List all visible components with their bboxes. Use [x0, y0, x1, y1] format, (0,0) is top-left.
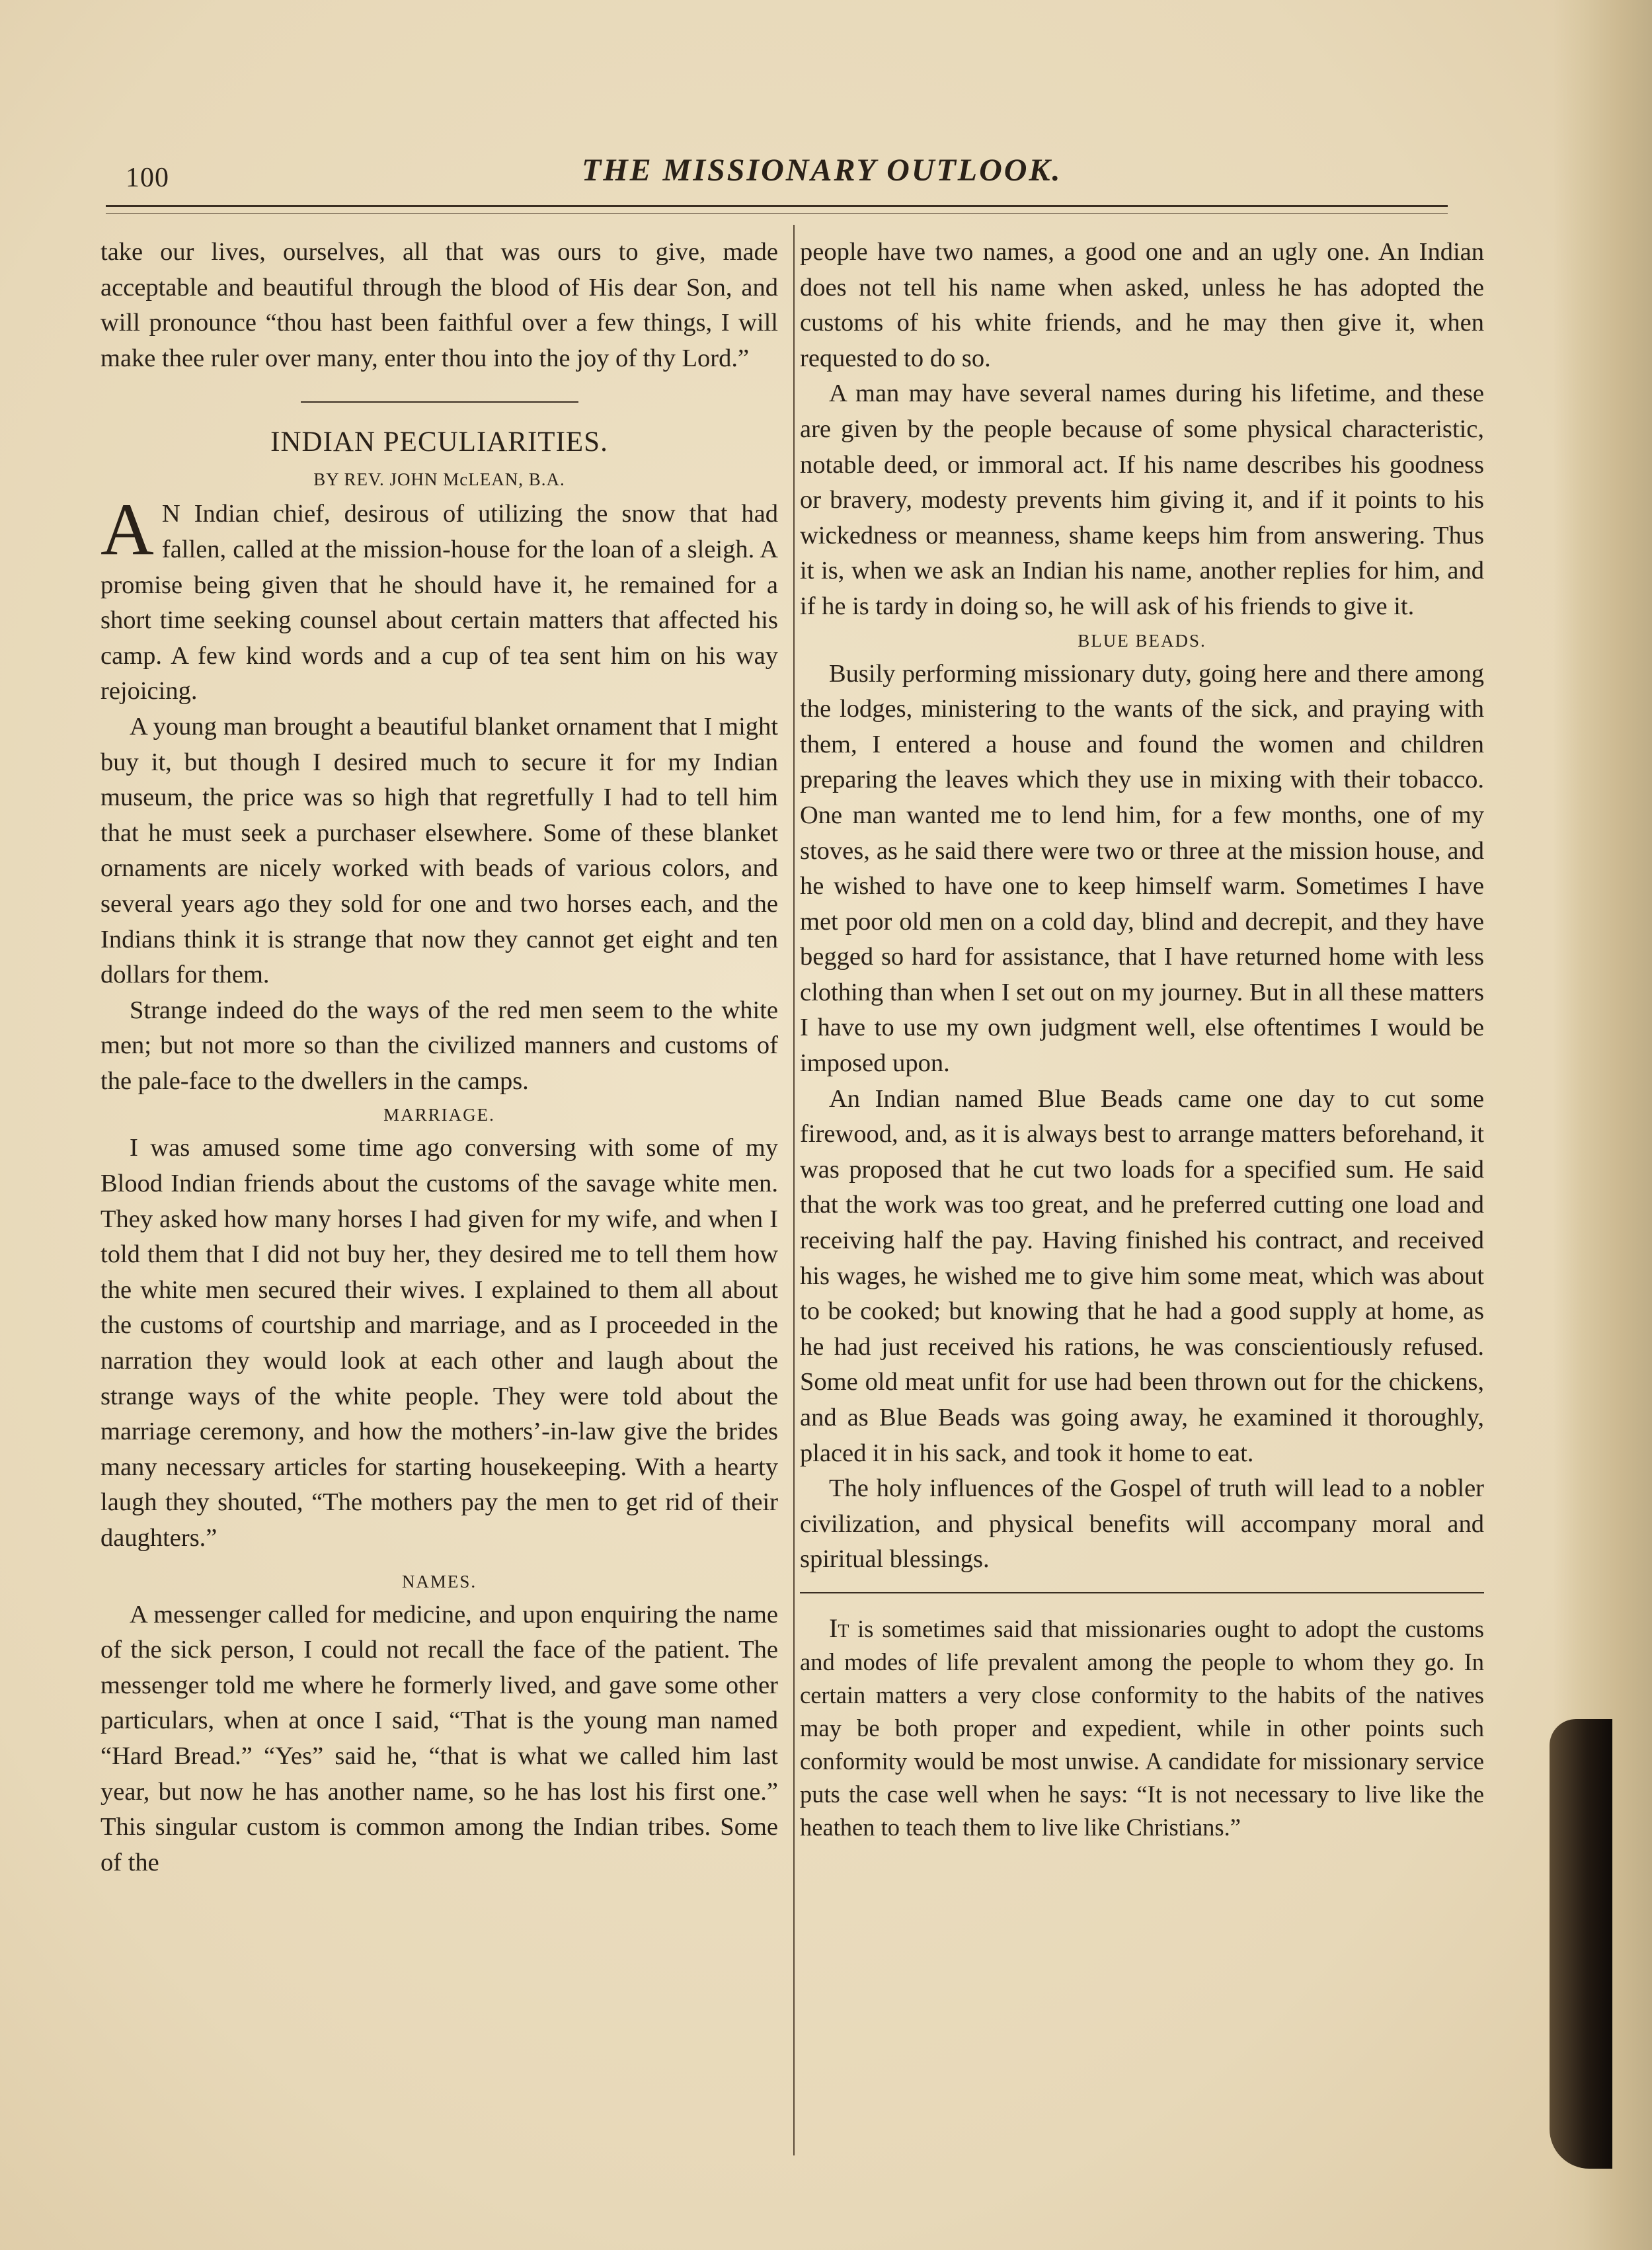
- right-column: [800, 235, 1484, 1844]
- subhead-blue-beads: BLUE BEADS.: [1078, 630, 1206, 651]
- paragraph-blanket: A young man brought a beautiful blanket ornament that I might buy it, but though I desired much to secure it for my Indian museum, the price was so high that regretfully I had to tell him that he must seek a purchaser elsewhere. Some of these blanket ornaments are nicely worked with beads of various colors, and several years ago they sold for one and two horses each, and the Indians think it is strange that now they cannot get eight and ten dollars for them.: [100, 712, 778, 989]
- note-body: is sometimes said that missionaries ought to adopt the customs and modes of life prevalent among the people to whom they go. In certain matters a very close conformity to the habits of the natives may be both proper and expedient, while in other points such conformity would be most unwise. A candidate for missionary service puts the case well when he says: “It is not necessary to live like the heathen to teach them to live like Christians.”: [800, 1615, 1484, 1841]
- paragraph-missionary-duty: Busily performing missionary duty, going here and there among the lodges, ministering to the wants of the sick, and praying with them, I entered a house and found the women and children preparing the leaves which they use in mixing with their tobacco. One man wanted me to lend him, for a few months, one of my stoves, as he said there were two or three at the mission house, and he wished to have one to keep himself warm. Sometimes I have met poor old men on a cold day, blind and decrepit, and they have begged so hard for assistance, that I have returned home with less clothing than when I set out on my journey. But in all these matters I have to use my own judgment well, else oftentimes I would be imposed upon.: [800, 659, 1484, 1078]
- article-title: INDIAN PECULIARITIES.: [270, 426, 608, 458]
- subhead-marriage: MARRIAGE.: [383, 1105, 495, 1125]
- opening-paragraph-text: N Indian chief, desirous of utilizing the snow that had fallen, called at the mission-house for the loan of a sleigh. A promise being given that he should have it, he remained for a short time seeking counsel about certain matters that affected his camp. A few kind words and a cup of tea sent him on his way rejoicing.: [100, 500, 778, 705]
- paragraph-gospel: The holy influences of the Gospel of truth will lead to a nobler civilization, and physical benefits will accompany moral and spiritual blessings.: [800, 1474, 1484, 1574]
- header-rule-thin: [106, 213, 1448, 214]
- paragraph-strange-ways: Strange indeed do the ways of the red men seem to the white men; but not more so than the civilized manners and customs of the pale-face to the dwellers in the camps.: [100, 996, 778, 1095]
- paragraph-two-names: people have two names, a good one and an ugly one. An Indian does not tell his name when asked, unless he has adopted the customs of his white friends, and he may then give it, when requested to do so.: [800, 238, 1484, 372]
- book-spine-dark-edge: [1550, 1719, 1612, 2169]
- continued-paragraph: take our lives, ourselves, all that was ours to give, made acceptable and beautiful through the blood of His dear Son, and will pronounce “thou hast been faithful over a few things, I will make thee ruler over many, enter thou into the joy of thy Lord.”: [100, 238, 778, 372]
- column-divider: [793, 225, 795, 2155]
- paragraph-names: A messenger called for medicine, and upon enquiring the name of the sick person, I could not recall the face of the patient. The messenger told me where he formerly lived, and gave some other particulars, when at once I said, “That is the young man named “Hard Bread.” “Yes” said he, “that is what we called him last year, but now he has another name, so he has lost his first one.” This singular custom is common among the Indian tribes. Some of the: [100, 1600, 778, 1876]
- drop-cap: A: [100, 489, 154, 571]
- subhead-names: NAMES.: [401, 1571, 477, 1591]
- paragraph-marriage: I was amused some time ago conversing with some of my Blood Indian friends about the customs of the savage white men. They asked how many horses I had given for my wife, and when I told them that I did not buy her, they desired me to tell them how the white men secured their wives. I explained to them all about the customs of courtship and marriage, and as I proceeded in the narration they would look at each other and laugh about the strange ways of the white people. They were told about the marriage ceremony, and how the mothers’-in-law give the brides many necessary articles for starting housekeeping. With a hearty laugh they shouted, “The mothers pay the men to get rid of their daughters.”: [100, 1134, 778, 1552]
- header-rule-thick: [106, 205, 1448, 207]
- left-column: [100, 235, 778, 1880]
- note-separator-rule: [800, 1592, 1484, 1593]
- page-header: [106, 149, 1441, 195]
- journal-title: THE MISSIONARY OUTLOOK.: [582, 153, 1062, 188]
- page-number: 100: [126, 163, 169, 193]
- section-rule: [301, 401, 578, 403]
- paragraph-several-names: A man may have several names during his lifetime, and these are given by the people because of some physical characteristic, notable deed, or immoral act. If his name describes his goodness or bravery, modesty prevents him giving it, and if it points to his wickedness or meanness, shame keeps him from answering. Thus it is, when we ask an Indian his name, another replies for him, and if he is tardy in doing so, he will ask of his friends to give it.: [800, 380, 1484, 620]
- opening-paragraph: [100, 489, 778, 709]
- note-paragraph: [800, 1612, 1484, 1844]
- spacer: [100, 1556, 778, 1566]
- paragraph-blue-beads: An Indian named Blue Beads came one day to cut some firewood, and, as it is always best to arrange matters beforehand, it was proposed that he cut two loads for a specified sum. He said that the work was too great, and he preferred cutting one load and receiving half the pay. Having finished his contract, and received his wages, he wished me to give him some meat, which was about to be cooked; but knowing that he had a good supply at home, as he had just received his rations, he was conscientiously refused. Some old meat unfit for use had been thrown out for the chickens, and as Blue Beads was going away, he examined it thoroughly, placed it in his sack, and took it home to eat.: [800, 1084, 1484, 1467]
- article-byline: BY REV. JOHN McLEAN, B.A.: [313, 469, 565, 490]
- note-lead-word: It: [829, 1613, 849, 1643]
